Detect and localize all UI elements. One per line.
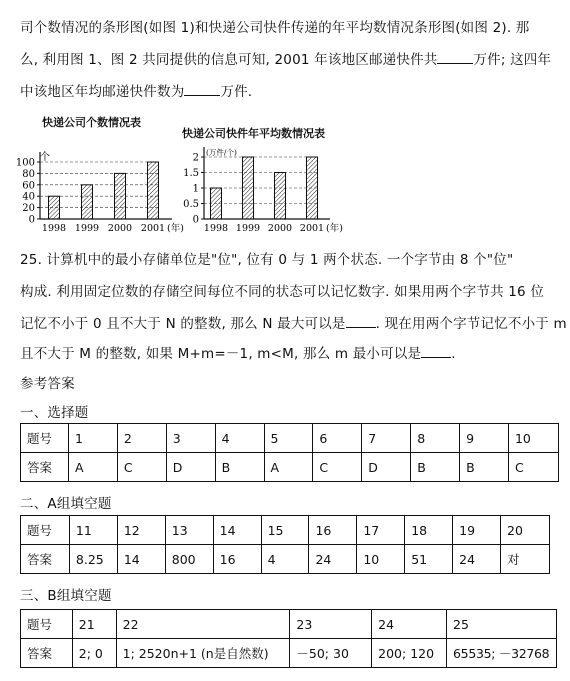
table-row-answers (21, 639, 557, 668)
q25-line-3-tail: . 现在用两个字节记忆不小于 m (375, 316, 567, 332)
table-cell: 4 (261, 545, 309, 574)
bar (49, 196, 60, 219)
row-label: 答案 (21, 545, 70, 574)
table-cell: －50; 30 (290, 639, 372, 668)
y-tick-label: 20 (22, 203, 35, 215)
y-tick-label: 80 (22, 168, 35, 180)
row-label: 题号 (21, 610, 73, 639)
y-tick-label: 40 (22, 191, 35, 203)
q25-line-1: 25. 计算机中的最小存储单位是"位", 位有 0 与 1 两个状态. 一个字节由 8 个"位" (20, 252, 514, 268)
table-cell: 16 (309, 516, 357, 545)
y-tick-label: 100 (15, 157, 35, 169)
answer-blank (437, 51, 473, 64)
table-cell: 1; 2520n+1 (n是自然数) (116, 639, 290, 668)
table-cell: 20 (501, 516, 550, 545)
table-cell: C (117, 453, 166, 482)
table-cell: 14 (213, 516, 261, 545)
q25-line-4-tail: . (451, 346, 456, 362)
bar (275, 173, 286, 220)
table-cell: 4 (215, 424, 264, 453)
passage-line-3-text: 中该地区年均邮递快件数为 (20, 84, 185, 100)
y-tick-label: 0.5 (183, 199, 199, 210)
table-row-answers (21, 453, 559, 482)
table-cell: A (68, 453, 117, 482)
bar (243, 157, 254, 219)
q25-line-4 (20, 342, 456, 362)
x-tick-label: 1998 (203, 223, 229, 234)
passage-line-3 (20, 80, 252, 100)
table-cell: 24 (372, 610, 447, 639)
y-tick-label: 1.5 (183, 168, 199, 179)
table-cell: 5 (264, 424, 313, 453)
bar (148, 162, 159, 219)
section2-heading: 二、A组填空题 (20, 496, 112, 512)
y-tick-label: 0 (192, 214, 199, 226)
table-cell: 13 (165, 516, 213, 545)
answer-blank (421, 345, 451, 358)
table-cell: 6 (313, 424, 362, 453)
table-cell: C (313, 453, 362, 482)
answer-blank (184, 83, 220, 96)
row-label: 答案 (21, 639, 73, 668)
bar (307, 157, 318, 219)
table-cell: 10 (508, 424, 558, 453)
section3-heading: 三、B组填空题 (20, 588, 112, 604)
q25-line-3 (20, 312, 567, 332)
bar (211, 188, 222, 219)
x-tick-label: 2000 (107, 223, 133, 234)
q25-line-3-text: 记忆不小于 0 且不大于 N 的整数, 那么 N 最大可以是 (20, 316, 346, 332)
table-cell: 对 (501, 545, 550, 574)
table-cell: 2; 0 (72, 639, 116, 668)
answer-blank (346, 315, 376, 328)
table-cell: D (362, 453, 411, 482)
answer-heading: 参考答案 (20, 376, 75, 392)
chart1-title: 快递公司个数情况表 (42, 116, 141, 129)
x-axis-suffix: (年) (326, 223, 343, 234)
table-row-numbers (21, 610, 557, 639)
q25-line-2: 构成. 利用固定位数的存储空间每位不同的状态可以记忆数字. 如果用两个字节共 16 位 (20, 284, 545, 300)
table-cell: 19 (453, 516, 501, 545)
passage-line-1: 司个数情况的条形图(如图 1)和快递公司快件传递的年平均数情况条形图(如图 2). 那 (20, 20, 530, 36)
table-cell: 23 (290, 610, 372, 639)
x-tick-label: 1999 (74, 223, 100, 234)
table-row-numbers (21, 424, 559, 453)
x-tick-label: 1998 (41, 223, 67, 234)
table-cell: A (264, 453, 313, 482)
table-cell: 24 (453, 545, 501, 574)
row-label: 题号 (21, 516, 70, 545)
table-cell: 18 (405, 516, 453, 545)
table-cell: 17 (357, 516, 405, 545)
table-cell: 800 (165, 545, 213, 574)
table-cell: 10 (357, 545, 405, 574)
table-cell: 8 (411, 424, 460, 453)
section1-table (20, 423, 559, 482)
table-cell: 65535; －32768 (447, 639, 557, 668)
chart1 (0, 140, 184, 240)
passage-line-3-tail: 万件. (220, 84, 253, 100)
row-label: 答案 (21, 453, 69, 482)
table-cell: C (508, 453, 558, 482)
table-cell: 11 (69, 516, 117, 545)
table-cell: 14 (117, 545, 165, 574)
unit-label: (万件/个) (206, 148, 237, 157)
table-cell: 24 (309, 545, 357, 574)
table-cell: 7 (362, 424, 411, 453)
table-cell: 25 (447, 610, 557, 639)
passage-line-2 (20, 48, 551, 68)
table-cell: 9 (460, 424, 509, 453)
table-cell: 8.25 (69, 545, 117, 574)
x-tick-label: 2001 (140, 223, 166, 234)
table-cell: B (411, 453, 460, 482)
y-tick-label: 2 (192, 152, 199, 164)
table-cell: 12 (117, 516, 165, 545)
table-row-numbers (21, 516, 550, 545)
section3-table (20, 609, 557, 668)
table-cell: 16 (213, 545, 261, 574)
table-cell: 2 (117, 424, 166, 453)
x-tick-label: 2000 (267, 223, 293, 234)
q25-line-4-text: 且不大于 M 的整数, 如果 M+m=－1, m<M, 那么 m 最小可以是 (20, 346, 422, 362)
table-cell: B (460, 453, 509, 482)
table-cell: 51 (405, 545, 453, 574)
section2-table (20, 515, 550, 574)
x-axis-suffix: (年) (167, 223, 184, 234)
table-cell: D (166, 453, 215, 482)
y-tick-label: 0 (28, 214, 35, 226)
row-label: 题号 (21, 424, 69, 453)
x-tick-label: 2001 (299, 223, 325, 234)
chart2 (180, 140, 350, 240)
table-cell: B (215, 453, 264, 482)
y-tick-label: 1 (192, 183, 199, 195)
section1-heading: 一、选择题 (20, 405, 89, 421)
x-tick-label: 1999 (235, 223, 261, 234)
passage-line-2-tail: 万件; 这四年 (473, 52, 552, 68)
bar (82, 185, 93, 219)
bar (115, 173, 126, 219)
table-cell: 22 (116, 610, 290, 639)
chart2-title: 快递公司快件年平均数情况表 (182, 127, 325, 140)
table-cell: 21 (72, 610, 116, 639)
passage-line-2-text: 么, 利用图 1、图 2 共同提供的信息可知, 2001 年该地区邮递快件共 (20, 52, 438, 68)
table-cell: 15 (261, 516, 309, 545)
table-cell: 1 (68, 424, 117, 453)
y-tick-label: 60 (22, 180, 35, 192)
unit-label: 个 (40, 152, 50, 163)
table-cell: 200; 120 (372, 639, 447, 668)
table-cell: 3 (166, 424, 215, 453)
table-row-answers (21, 545, 550, 574)
